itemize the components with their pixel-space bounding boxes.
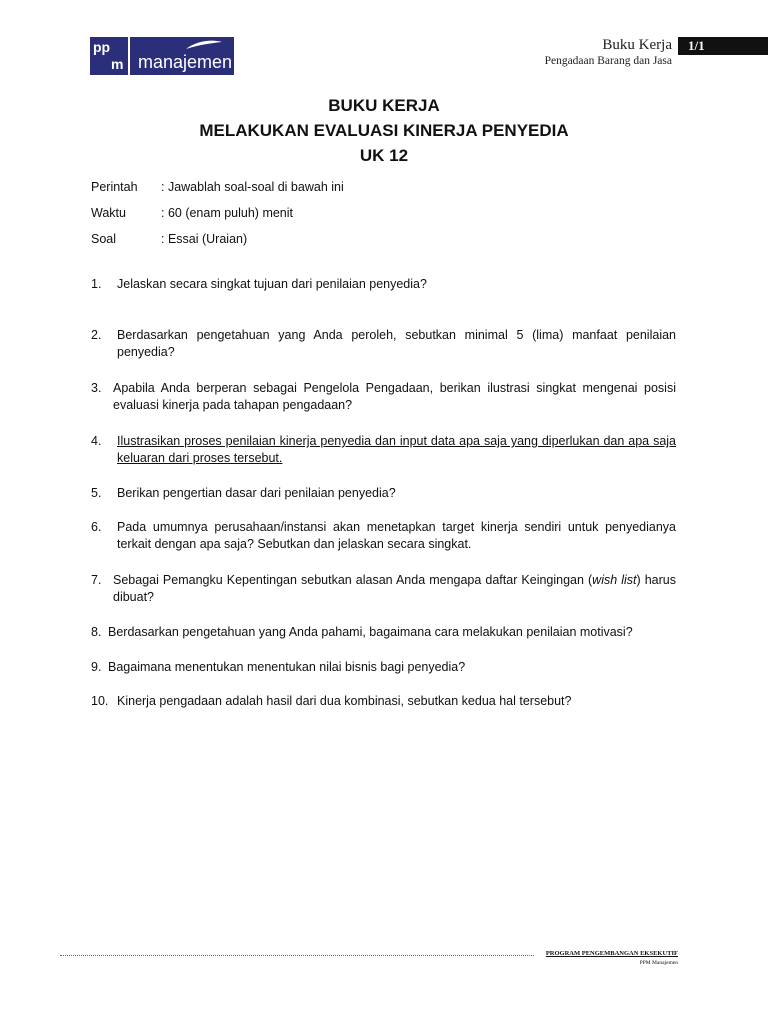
header-page-badge: 1/1	[678, 37, 768, 55]
footer-divider	[60, 955, 534, 956]
question-number: 7.	[91, 573, 102, 587]
doc-title-line2: MELAKUKAN EVALUASI KINERJA PENYEDIA	[199, 121, 569, 140]
question-5	[91, 485, 676, 502]
question-3	[91, 380, 676, 414]
question-number: 1.	[91, 277, 102, 291]
logo-wordmark	[130, 37, 234, 75]
meta-row-perintah	[91, 180, 344, 194]
logo-name-text: manajemen	[138, 52, 233, 72]
footer-org: PPM Manajemen	[639, 960, 678, 966]
meta-label: Waktu	[91, 206, 126, 220]
question-number: 5.	[91, 486, 102, 500]
question-number: 9.	[91, 660, 102, 674]
question-text	[91, 572, 676, 606]
question-text: Apabila Anda berperan sebagai Pengelola Pengadaan, berikan ilustrasi singkat mengenai posisi evaluasi kinerja pada tahapan pengadaan?	[113, 381, 676, 412]
question-text-emphasis: wish list	[592, 573, 637, 587]
doc-title-line3: UK 12	[359, 146, 409, 165]
question-8	[91, 624, 676, 641]
question-number: 8.	[91, 625, 102, 639]
question-number: 10.	[91, 694, 109, 708]
logo-swoosh-icon	[184, 39, 224, 51]
question-2	[91, 327, 676, 361]
question-7	[91, 572, 676, 606]
question-text: Berdasarkan pengetahuan yang Anda pahami, bagaimana cara melakukan penilaian motivasi?	[108, 625, 633, 639]
question-1	[91, 276, 676, 293]
meta-value: : 60 (enam puluh) menit	[161, 206, 294, 220]
meta-value: : Essai (Uraian)	[161, 232, 248, 246]
question-number: 6.	[91, 520, 102, 534]
question-number: 2.	[91, 328, 102, 342]
question-text: Berikan pengertian dasar dari penilaian penyedia?	[117, 486, 396, 500]
meta-row-waktu	[91, 206, 293, 220]
footer-program: PROGRAM PENGEMBANGAN EKSEKUTIF	[545, 950, 678, 957]
meta-label: Perintah	[91, 180, 138, 194]
question-4	[91, 433, 676, 467]
question-text: Kinerja pengadaan adalah hasil dari dua kombinasi, sebutkan kedua hal tersebut?	[117, 694, 572, 708]
question-text: Bagaimana menentukan menentukan nilai bisnis bagi penyedia?	[108, 660, 466, 674]
doc-title-line1: BUKU KERJA	[328, 96, 440, 115]
meta-label: Soal	[91, 232, 117, 246]
question-10	[91, 693, 676, 710]
header-book-title: Buku Kerja	[602, 37, 672, 53]
question-9	[91, 659, 676, 676]
question-text: Ilustrasikan proses penilaian kinerja penyedia dan input data apa saja yang diperlukan dan apa saja keluaran dari proses tersebut.	[117, 434, 676, 465]
question-text: Jelaskan secara singkat tujuan dari penilaian penyedia?	[117, 277, 427, 291]
ppm-logo	[90, 37, 234, 75]
question-text: Berdasarkan pengetahuan yang Anda peroleh, sebutkan minimal 5 (lima) manfaat penilaian penyedia?	[117, 328, 676, 359]
question-number: 3.	[91, 381, 102, 395]
question-text-part: Sebagai Pemangku Kepentingan sebutkan alasan Anda mengapa daftar Keingingan (	[113, 573, 593, 587]
meta-row-soal	[91, 232, 247, 246]
question-text: Pada umumnya perusahaan/instansi akan menetapkan target kinerja sendiri untuk penyedianya terkait dengan apa saja? Sebutkan dan jelaskan secara singkat.	[117, 520, 676, 551]
question-number: 4.	[91, 434, 102, 448]
logo-ppm-mark: pp m	[90, 37, 128, 75]
header-subtitle: Pengadaan Barang dan Jasa	[544, 55, 672, 67]
meta-value: : Jawablah soal-soal di bawah ini	[161, 180, 344, 194]
question-6	[91, 519, 676, 553]
question-text-part: ) harus dibuat?	[113, 573, 676, 604]
